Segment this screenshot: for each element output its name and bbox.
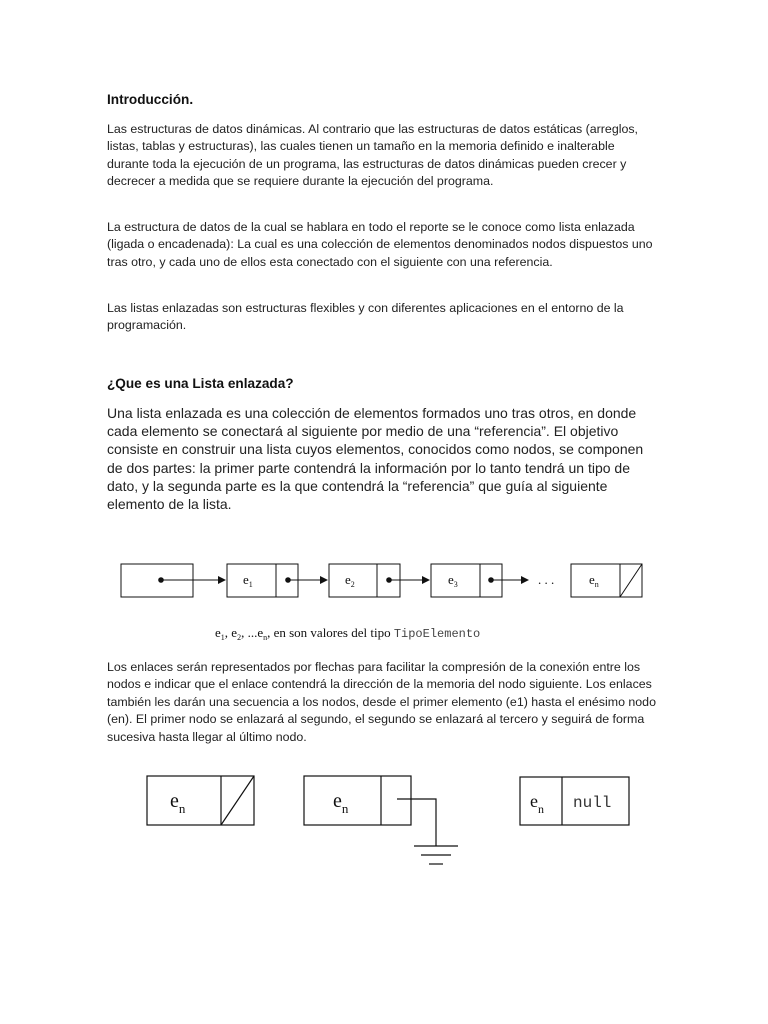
null-label: null: [573, 794, 612, 812]
diagram-caption: $e_1$, $e_2$, $...e_n$, en son valores del tipo TipoElemento: [215, 625, 481, 642]
null-node-2-label: $e_n$: [333, 790, 349, 816]
node-3-label: $e_3$: [448, 572, 458, 589]
section-heading: ¿Que es una Lista enlazada?: [107, 376, 294, 391]
section-paragraph-2: Los enlaces serán representados por flechas para facilitar la compresión de la conexión entre los nodos e indicar que el enlace contendrá la dirección de la memoria del nodo siguiente. Los enlaces también les darán una secuencia a los nodos, desde el primer elemento (e1) hasta el enésimo nodo (en). El primer nodo se enlazará al segundo, el segundo se enlazará al tercero y seguirá de forma sucesiva hasta llegar al último nodo.: [107, 660, 656, 744]
section-paragraph-1: Una lista enlazada es una colección de elementos formados uno tras otros, en donde cada elemento se conectará al siguiente por medio de una “referencia”. El objetivo consiste en construir una lista cuyos elementos, conocidos como nodos, se componen de dos partes: la primer parte contendrá la información por lo tanto tendrá un tipo de dato, y la segunda parte es la que contendrá la “referencia” que guía al siguiente elemento de la lista.: [107, 405, 644, 513]
intro-heading: Introducción.: [107, 92, 194, 107]
intro-paragraph-1: Las estructuras de datos dinámicas. Al contrario que las estructuras de datos estáticas (arreglos, listas, tablas y estructuras), las cuales tienen un tamaño en la memoria definido e inalterable durante toda la ejecución de un programa, las estructuras de datos dinámicas pueden crecer y decrecer a medida que se requiere durante la ejecución del programa.: [107, 122, 638, 189]
node-n-label: $e_n$: [589, 572, 599, 589]
null-node-1-label: $e_n$: [170, 790, 186, 816]
node-2-label: $e_2$: [345, 572, 355, 589]
intro-paragraph-3: Las listas enlazadas son estructuras flexibles y con diferentes aplicaciones en el entorno de la programación.: [107, 301, 624, 333]
node-1-label: $e_1$: [243, 572, 253, 589]
intro-paragraph-2: La estructura de datos de la cual se hablara en todo el reporte se le conoce como lista enlazada (ligada o encadenada): La cual es una colección de elementos denominados nodos dispuestos uno tras otro, y cada uno de ellos esta conectado con el siguiente con una referencia.: [107, 220, 653, 269]
null-node-3-label: $e_n$: [530, 791, 544, 816]
null-node-ground-box: [304, 776, 411, 825]
ellipsis: . . .: [538, 572, 555, 587]
